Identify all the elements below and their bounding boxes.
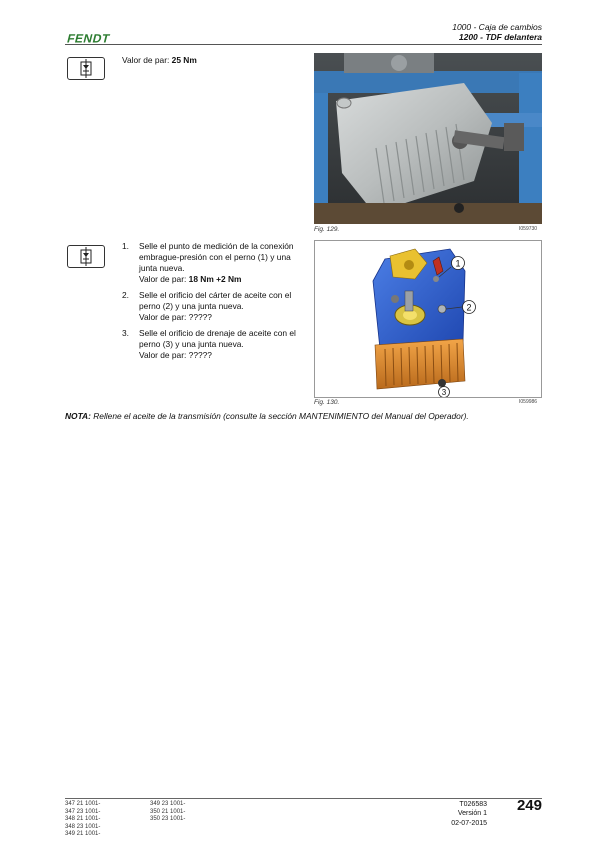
figure-129-ref: I059730 [519,226,538,232]
torque-label: Valor de par: [139,274,189,284]
serial-range: 347 23 1001- [65,808,101,815]
serial-list-1 [65,801,100,839]
page-number: 249 [516,797,542,814]
callout-1: 1 [455,258,461,269]
step-1 [122,241,300,285]
header-section: 1000 - Caja de cambios [452,22,542,32]
torque-text-a [122,55,197,66]
step-number: 2. [122,290,129,300]
note-label: NOTA: [65,411,91,421]
figure-130-ref: I059986 [519,399,538,405]
footer-divider [65,798,542,799]
step-number: 1. [122,241,129,251]
step-number: 3. [122,328,129,338]
torque-wrench-icon [67,245,105,268]
callout-2: 2 [466,302,472,313]
figure-129-caption: Fig. 129. [314,226,340,233]
torque-label: Valor de par: [139,312,189,322]
torque-wrench-icon [67,57,105,80]
torque-value: 25 Nm [171,55,197,65]
doc-info [451,800,487,828]
brand-text: FENDT [65,32,112,44]
figure-129-photo [314,53,542,224]
procedure-steps [122,241,300,366]
steps-list [122,241,300,361]
doc-number: T026583 [459,801,487,808]
step-text: Selle el orificio del cárter de aceite con el perno (2) y una junta nueva. [139,290,292,311]
figure-130-caption: Fig. 130. [314,399,340,406]
doc-date: 02-07-2015 [451,819,487,827]
step-3 [122,328,300,361]
serial-range: 350 23 1001- [150,816,186,823]
note [65,411,469,421]
torque-label: Valor de par: [122,55,172,65]
step-2 [122,290,300,323]
serial-range: 350 21 1001- [150,808,186,815]
step-text: Selle el punto de medición de la conexión embrague-presión con el perno (1) y una junta nueva. [139,241,294,273]
header-divider [65,44,542,45]
note-text: Rellene el aceite de la transmisión (consulte la sección MANTENIMIENTO del Manual del Operador). [90,411,469,421]
callout-3: 3 [441,388,447,397]
torque-value: ????? [188,312,212,322]
serial-list-2 [150,801,185,824]
fendt-logo [65,31,125,43]
torque-value: ????? [188,350,212,360]
figure-130-drawing [314,240,542,398]
serial-range: 349 21 1001- [65,831,101,838]
serial-range: 349 23 1001- [150,801,186,807]
torque-value: 18 Nm +2 Nm [188,274,242,284]
header-subsection: 1200 - TDF delantera [458,32,542,42]
torque-label: Valor de par: [139,350,189,360]
serial-range: 347 21 1001- [65,801,101,807]
doc-version: Versión 1 [457,810,487,818]
serial-range: 348 23 1001- [65,823,101,830]
serial-range: 348 21 1001- [65,816,101,823]
step-text: Selle el orificio de drenaje de aceite con el perno (3) y una junta nueva. [139,328,296,349]
